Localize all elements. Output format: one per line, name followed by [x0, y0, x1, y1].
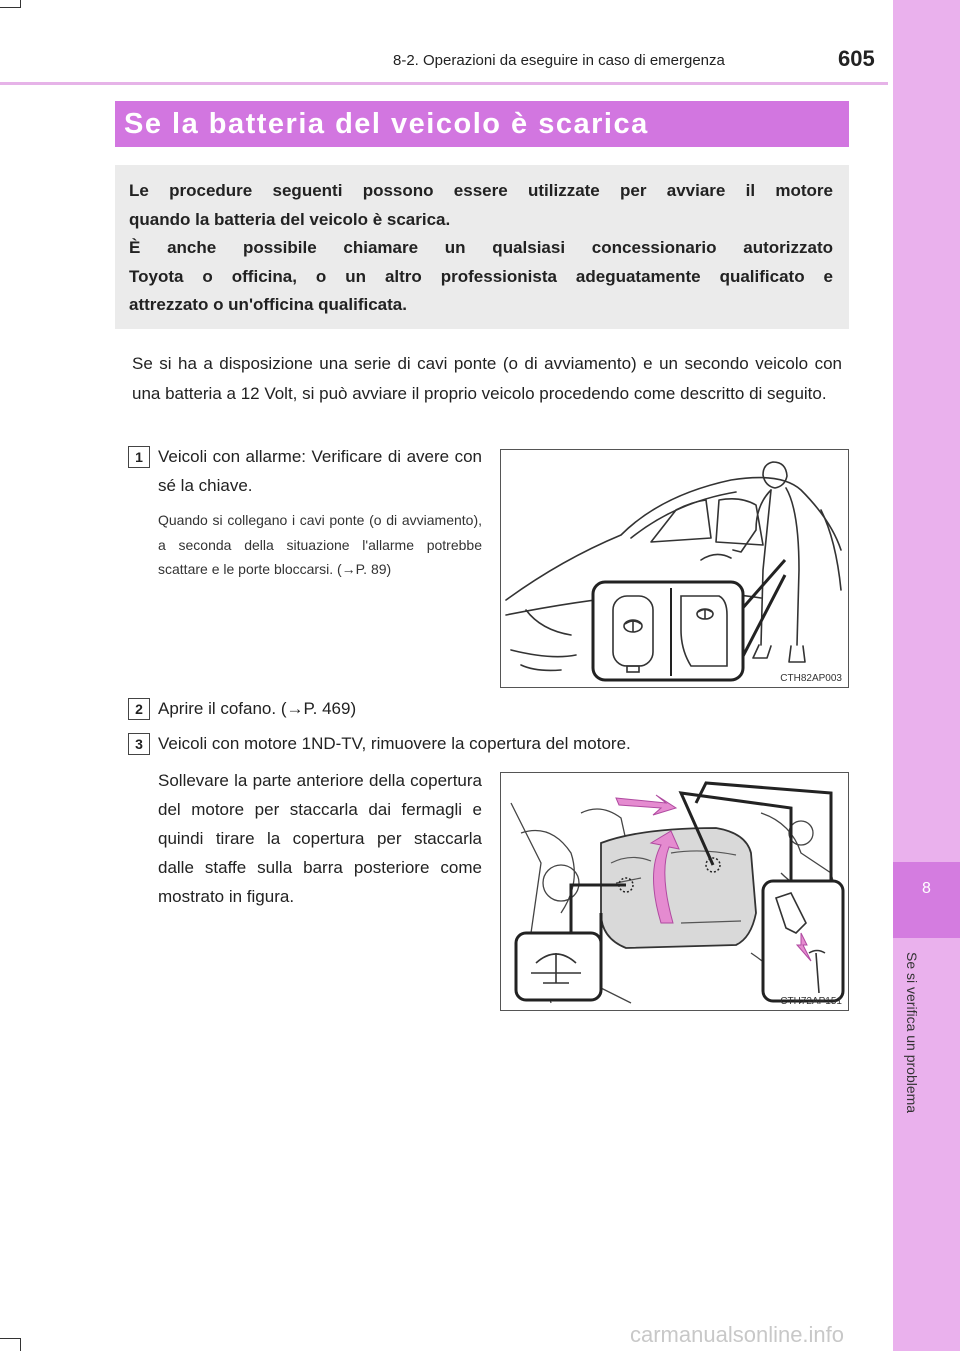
header-divider — [0, 82, 888, 85]
chapter-number: 8 — [922, 880, 931, 897]
body-paragraph: Se si ha a disposizione una serie di cavi ponte (o di avviamento) e un secondo veicolo con una batteria a 12 Volt, si può avviare il proprio veicolo procedendo come descritto di seguito. — [132, 354, 842, 403]
section-header: 8-2. Operazioni da eseguire in caso di emergenza — [393, 52, 725, 69]
intro-line: Le procedure seguenti possono essere utilizzate per avviare il motore — [129, 181, 833, 200]
intro-text — [129, 177, 833, 320]
intro-line: Toyota o officina, o un altro professionista adeguatamente qualificato e — [129, 266, 833, 286]
step-1-note: Quando si collegano i cavi ponte (o di avviamento), a seconda della situazione l'allarme potrebbe scattare e le porte bloccarsi. (→P. 89) — [158, 512, 482, 577]
step-3-text: Veicoli con motore 1ND-TV, rimuovere la copertura del motore. — [158, 734, 631, 753]
page-number: 605 — [838, 46, 875, 71]
car-key-illustration — [501, 450, 848, 687]
figure-engine-cover — [500, 772, 849, 1011]
chapter-side-tab — [893, 0, 960, 1351]
step-number-3: 3 — [128, 733, 150, 755]
figure-code: CTH72AP151 — [780, 996, 842, 1007]
step-number-2: 2 — [128, 698, 150, 720]
crop-mark — [20, 0, 21, 8]
intro-line: È anche possibile chiamare un qualsiasi concessionario autorizzato — [129, 238, 833, 257]
step-number-1: 1 — [128, 446, 150, 468]
figure-car-key — [500, 449, 849, 688]
figure-code: CTH82AP003 — [780, 673, 842, 684]
crop-mark — [0, 1338, 20, 1339]
step-1-text: Veicoli con allarme: Verificare di avere con sé la chiave. — [158, 447, 482, 495]
intro-line: quando la batteria del veicolo è scarica. — [129, 209, 451, 229]
step-2-text: Aprire il cofano. (→P. 469) — [158, 699, 357, 718]
crop-mark — [0, 7, 20, 8]
section-title-bar — [115, 101, 849, 147]
page-title: Se la batteria del veicolo è scarica — [124, 108, 649, 140]
engine-cover-illustration — [501, 773, 848, 1010]
intro-line: attrezzato o un'officina qualificata. — [129, 295, 407, 314]
chapter-label: Se si verifica un problema — [904, 952, 920, 1114]
crop-mark — [20, 1338, 21, 1351]
chapter-tab-marker[interactable] — [893, 862, 960, 938]
watermark: carmanualsonline.info — [630, 1322, 845, 1347]
step-3-detail: Sollevare la parte anteriore della copertura del motore per staccarla dai fermagli e quindi tirare la copertura per staccarla dalle staffe sulla barra posteriore come mostrato in figura. — [158, 771, 482, 906]
intro-box — [115, 165, 849, 329]
